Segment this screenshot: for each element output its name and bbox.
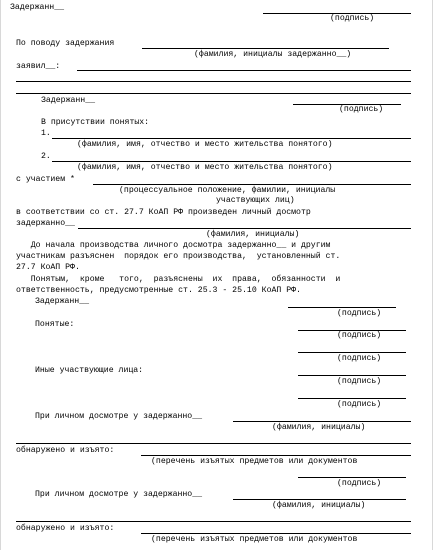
detained-word: задержанно__	[16, 219, 75, 228]
witness-2-number: 2.	[41, 152, 51, 161]
stated-label: заявил__:	[16, 62, 61, 71]
other-signature-line-2[interactable]	[298, 398, 406, 399]
detained-signature-line-3[interactable]	[288, 307, 396, 308]
signature-caption-3: (подпись)	[337, 309, 382, 318]
paragraph-1-line-3: 27.7 КоАП РФ.	[16, 263, 80, 272]
signature-caption-2: (подпись)	[339, 105, 384, 114]
signature-caption-6: (подпись)	[337, 377, 382, 386]
items-caption-2: (перечень изъятых предметов или документов	[151, 535, 358, 544]
seized-extra-line-2[interactable]	[16, 521, 411, 522]
statement-line-3[interactable]	[16, 93, 411, 94]
fio-detained-caption: (фамилия, инициалы задержанно__)	[194, 50, 352, 59]
seized-items-line-1[interactable]	[141, 455, 411, 456]
seizure-signature-line-1[interactable]	[298, 477, 406, 478]
detained-label-3: Задержанн__	[35, 297, 90, 306]
items-caption-1: (перечень изъятых предметов или документов	[151, 457, 358, 466]
witnesses-label: Понятые:	[35, 320, 75, 329]
search-fio-caption: (фамилия, инициалы)	[206, 230, 300, 239]
in-presence-label: В присутствии понятых:	[41, 118, 150, 127]
personal-search-fio-caption-2: (фамилия, инициалы)	[272, 501, 366, 510]
personal-search-fio-line-2[interactable]	[233, 499, 406, 500]
detained-label: Задержанн__	[10, 3, 65, 12]
found-seized-label-1: обнаружено и изъято:	[16, 446, 115, 455]
signature-caption-5: (подпись)	[337, 354, 382, 363]
signature-caption-4: (подпись)	[337, 331, 382, 340]
detained-label-2: Задержанн__	[41, 96, 96, 105]
other-participants-label: Иные участвующие лица:	[35, 366, 144, 375]
personal-search-label-2: При личном досмотре у задержанно__	[35, 490, 203, 499]
found-seized-label-2: обнаружено и изъято:	[16, 524, 115, 533]
witness-1-line[interactable]	[52, 138, 411, 139]
participants-caption-2: участвующих лиц)	[216, 196, 295, 205]
participants-caption-1: (процессуальное положение, фамилии, инициалы	[119, 186, 336, 195]
statement-line-1[interactable]	[77, 70, 411, 71]
paragraph-1-line-2: участникам разъяснен порядок его производства, установленный ст.	[16, 252, 341, 261]
regarding-detention-label: По поводу задержания	[16, 39, 115, 48]
personal-search-label-1: При личном досмотре у задержанно__	[35, 412, 203, 421]
personal-search-fio-line-1[interactable]	[233, 421, 411, 422]
participants-line[interactable]	[93, 184, 411, 185]
seized-extra-line-1[interactable]	[16, 443, 411, 444]
statement-line-2[interactable]	[16, 81, 411, 82]
paragraph-2-line-1: Понятым, кроме того, разъяснены их права, обязанности и	[16, 275, 341, 284]
signature-caption: (подпись)	[330, 14, 375, 23]
witness-2-caption: (фамилия, имя, отчество и место жительства понятого)	[77, 163, 333, 172]
search-fio-line[interactable]	[78, 228, 411, 229]
personal-search-fio-caption-1: (фамилия, инициалы)	[272, 423, 366, 432]
regarding-detention-line[interactable]	[142, 48, 389, 49]
witness-2-line[interactable]	[52, 161, 411, 162]
paragraph-2-line-2: ответственность, предусмотренные ст. 25.3 - 25.10 КоАП РФ.	[16, 286, 301, 295]
paragraph-1-line-1: До начала производства личного досмотра задержанно__ и другим	[16, 241, 331, 250]
other-signature-line-1[interactable]	[298, 375, 406, 376]
with-participation-label: с участием *	[16, 175, 75, 184]
seized-items-line-2[interactable]	[141, 533, 411, 534]
signature-caption-7: (подпись)	[337, 400, 382, 409]
witnesses-signature-line-2[interactable]	[298, 352, 406, 353]
witness-1-caption: (фамилия, имя, отчество и место жительства понятого)	[77, 140, 333, 149]
signature-caption-8: (подпись)	[337, 479, 382, 488]
witness-1-number: 1.	[41, 129, 51, 138]
search-sentence: в соответствии со ст. 27.7 КоАП РФ произведен личный досмотр	[16, 208, 311, 217]
